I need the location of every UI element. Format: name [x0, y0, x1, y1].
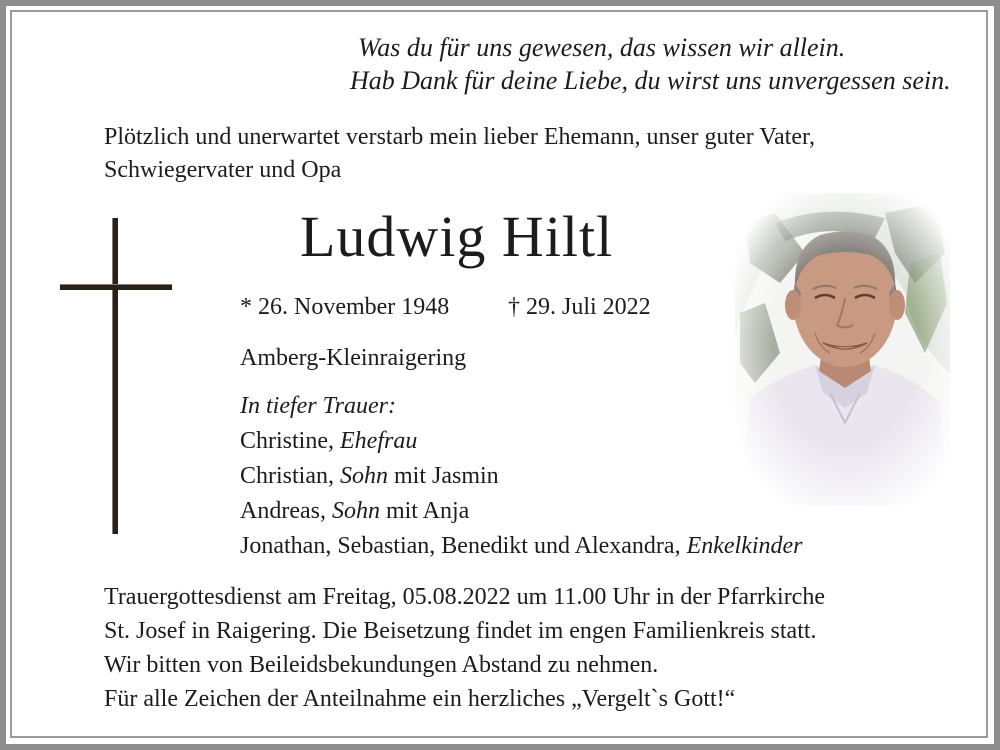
mourner-role: Enkelkinder	[686, 533, 803, 559]
deceased-name: Ludwig Hiltl	[300, 204, 614, 269]
mourner-role: Sohn	[340, 463, 388, 489]
residence: Amberg-Kleinraigering	[240, 345, 467, 371]
mourner-row	[240, 494, 469, 528]
mourner-suffix: mit Jasmin	[388, 463, 499, 489]
service-line-1: Trauergottesdienst am Freitag, 05.08.2022 um 11.00 Uhr in der Pfarrkirche	[104, 584, 825, 610]
motto-line-1: Was du für uns gewesen, das wissen wir allein.	[358, 33, 846, 62]
condolence-line: Wir bitten von Beileidsbekundungen Abstand zu nehmen.	[104, 652, 659, 678]
mourner-role: Sohn	[331, 498, 380, 524]
mourner-names: Christine,	[240, 428, 340, 454]
motto-line-2: Hab Dank für deine Liebe, du wirst uns unvergessen sein.	[350, 66, 951, 95]
cross-vertical-beam	[112, 218, 118, 534]
mourner-row	[240, 459, 499, 493]
mourner-names: Christian,	[240, 463, 340, 489]
intro-line-1: Plötzlich und unerwartet verstarb mein lieber Ehemann, unser guter Vater,	[104, 124, 816, 150]
cross-horizontal-beam	[60, 284, 172, 290]
mourner-row	[240, 424, 417, 458]
thanks-line: Für alle Zeichen der Anteilnahme ein herzliches „Vergelt`s Gott!“	[104, 686, 736, 712]
service-line-2: St. Josef in Raigering. Die Beisetzung findet im engen Familienkreis statt.	[104, 618, 817, 644]
intro-line-2: Schwiegervater und Opa	[104, 157, 342, 183]
mourner-names: Jonathan, Sebastian, Benedikt und Alexandra,	[240, 533, 687, 559]
mourner-suffix: mit Anja	[379, 498, 470, 524]
photo-vignette	[735, 193, 950, 505]
portrait-photo	[735, 193, 950, 505]
mourner-row	[240, 529, 803, 563]
mourners-heading: In tiefer Trauer:	[240, 393, 396, 419]
mourner-names: Andreas,	[240, 498, 332, 524]
death-date: † 29. Juli 2022	[508, 294, 651, 320]
birth-date: * 26. November 1948	[240, 294, 450, 320]
mourner-role: Ehefrau	[340, 428, 418, 454]
